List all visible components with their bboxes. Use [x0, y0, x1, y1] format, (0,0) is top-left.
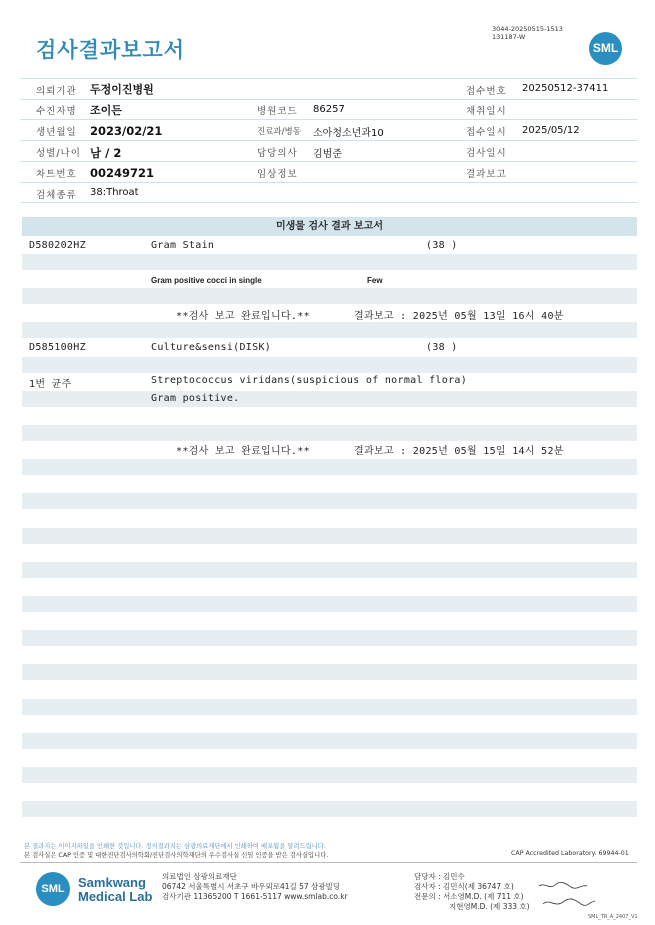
row-stripe [22, 322, 637, 338]
gram-result: Gram positive. [151, 393, 240, 404]
certification-notice: 본 검사실은 CAP 인증 및 대한진단검사의학회/진단검사의학재단의 우수검사실 신임 인증을 받은 검사실입니다. [24, 852, 329, 859]
specialist-value-2: 지현영M.D. (제 333 호) [449, 902, 530, 911]
specialist-label: 전문의 : [414, 892, 441, 901]
report-time-2: 결과보고 : 2025년 05월 15일 14시 52분 [354, 446, 564, 457]
row-stripe [22, 733, 637, 749]
document-id [492, 25, 563, 41]
row-stripe [22, 801, 637, 817]
divider [20, 202, 637, 203]
patient-label: 수진자명 [36, 106, 77, 117]
requester-label: 의뢰기관 [36, 86, 77, 97]
staff-value: 김민수 [443, 872, 465, 881]
row-stripe [22, 254, 637, 270]
sml-logo-footer: SML [36, 872, 70, 906]
test-code-1: D580202HZ [29, 240, 86, 251]
doctor-label: 담당의사 [257, 148, 298, 159]
organization-name: 의료법인 삼광의료재단 [162, 872, 237, 881]
row-stripe [22, 425, 637, 441]
specimen-value: 38:Throat [90, 187, 139, 198]
divider [20, 119, 637, 120]
row-stripe [22, 288, 637, 304]
row-stripe [22, 357, 637, 373]
row-stripe [22, 391, 637, 407]
requester-value: 두정이진병원 [90, 83, 154, 96]
chart-label: 차트번호 [36, 169, 77, 180]
organism-label: 1번 균주 [29, 379, 72, 390]
row-stripe [22, 562, 637, 578]
page-title: 검사결과보고서 [36, 38, 186, 62]
report-complete-2: **검사 보고 완료입니다.** [176, 446, 310, 457]
finding-amount-1: Few [367, 276, 383, 285]
row-stripe [22, 699, 637, 715]
row-stripe [22, 493, 637, 509]
hospital-code-value: 86257 [313, 104, 345, 115]
cap-accreditation: CAP Accredited Laboratory. 69944-01 [511, 850, 629, 857]
section-title: 미생물 검사 결과 보고서 [22, 217, 637, 236]
organism-value: Streptococcus viridans(suspicious of normal flora) [151, 375, 468, 386]
organization-info [162, 872, 348, 902]
divider [20, 78, 637, 79]
finding-1: Gram positive cocci in single [151, 276, 262, 285]
chart-value: 00249721 [90, 166, 155, 180]
organization-contact: 검사기관 11365200 T 1661-5117 www.smlab.co.kr [162, 892, 348, 901]
staff-info [414, 872, 530, 912]
row-stripe [22, 528, 637, 544]
sex-age-label: 성별/나이 [36, 148, 81, 159]
birth-value: 2023/02/21 [90, 124, 163, 138]
report-complete-1: **검사 보고 완료입니다.** [176, 311, 310, 322]
row-stripe [22, 596, 637, 612]
row-stripe [22, 459, 637, 475]
patient-value: 조이든 [90, 104, 122, 117]
test-date-label: 검사일시 [466, 148, 507, 159]
divider [20, 99, 637, 100]
organization-address: 06742 서울특별시 서초구 바우뫼로41길 57 삼광빌딩 [162, 882, 341, 891]
sml-logo: SML [589, 32, 622, 65]
test-number-2: (38 ) [426, 342, 458, 353]
form-code: SML_TR_A_2407_V1 [588, 914, 638, 920]
document-id-line-2: 131187-W [492, 33, 526, 41]
report-label: 결과보고 [466, 169, 507, 180]
specimen-label: 검체종류 [36, 190, 77, 201]
divider [20, 161, 637, 162]
test-code-2: D585100HZ [29, 342, 86, 353]
test-name-1: Gram Stain [151, 240, 215, 251]
test-name-2: Culture&sensi(DISK) [151, 342, 272, 353]
brand-name [78, 876, 152, 904]
print-notice: 본 결과지는 이미지파일을 인쇄한 것입니다. 정식결과지는 삼광의료재단에서 인쇄하여 배포됨을 알려드립니다. [24, 843, 326, 850]
document-id-line-1: 3044-20250515-1513 [492, 25, 563, 33]
brand-line-2: Medical Lab [78, 889, 153, 904]
receipt-date-label: 접수일시 [466, 127, 507, 138]
report-time-1: 결과보고 : 2025년 05월 13일 16시 40분 [354, 311, 564, 322]
specialist-value-1: 서소영M.D. (제 711 호) [443, 892, 524, 901]
doctor-value: 김범준 [313, 149, 342, 160]
divider [20, 862, 637, 863]
collect-date-label: 채취일시 [466, 106, 507, 117]
row-stripe [22, 664, 637, 680]
row-stripe [22, 630, 637, 646]
staff-label: 담당자 : [414, 872, 441, 881]
brand-line-1: Samkwang [78, 875, 146, 890]
test-number-1: (38 ) [426, 240, 458, 251]
tester-label: 검사자 : [414, 882, 441, 891]
signature-icon [537, 880, 597, 910]
clinical-label: 임상정보 [257, 169, 298, 180]
divider [20, 140, 637, 141]
sex-age-value: 남 / 2 [90, 146, 122, 160]
receipt-no-value: 20250512-37411 [522, 83, 609, 94]
row-stripe [22, 767, 637, 783]
dept-value: 소아청소년과10 [313, 128, 384, 139]
receipt-no-label: 접수번호 [466, 86, 507, 97]
receipt-date-value: 2025/05/12 [522, 125, 580, 136]
birth-label: 생년월일 [36, 127, 77, 138]
dept-label: 진료과/병동 [257, 127, 301, 137]
tester-value: 김민식(제 36747 호) [443, 882, 514, 891]
hospital-code-label: 병원코드 [257, 106, 298, 117]
divider [20, 182, 637, 183]
